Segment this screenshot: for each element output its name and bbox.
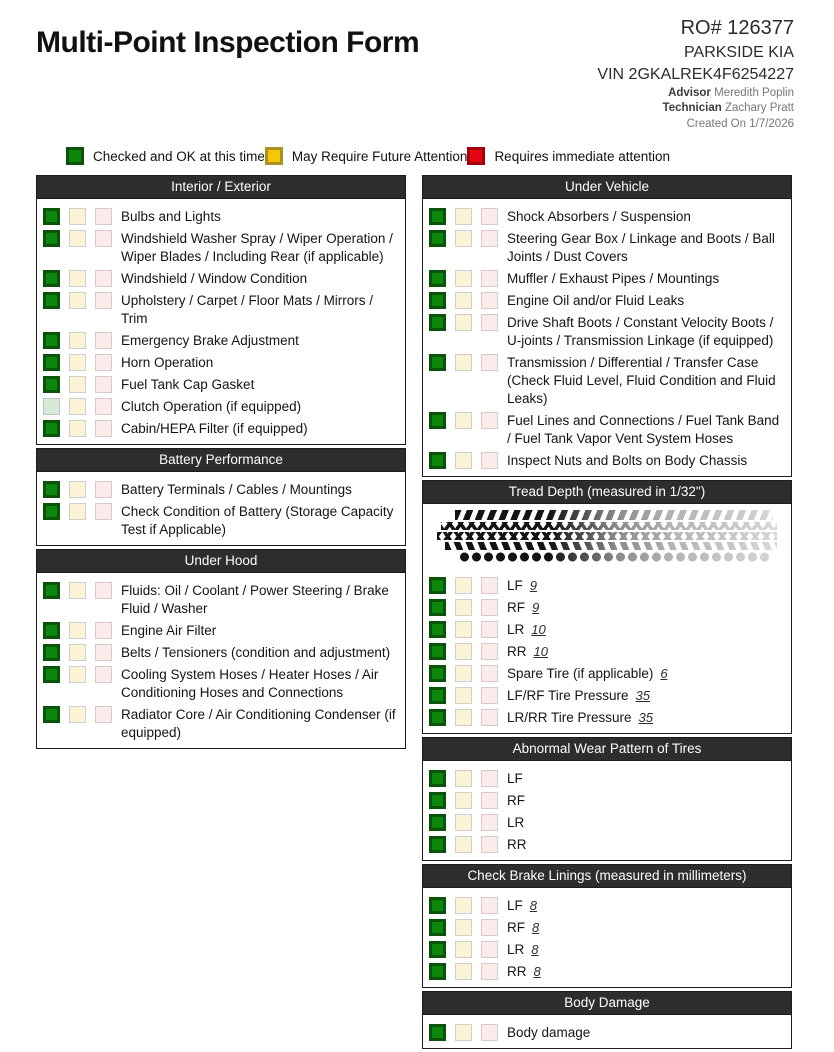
row-label: Engine Oil and/or Fluid Leaks xyxy=(507,292,685,308)
section-body-damage xyxy=(422,991,792,1049)
row-label: RF xyxy=(507,919,525,935)
ok-checkbox-checked[interactable] xyxy=(43,332,60,349)
immediate-attention-checkbox[interactable] xyxy=(95,332,112,349)
future-attention-checkbox[interactable] xyxy=(455,230,472,247)
checklist-row xyxy=(41,205,401,227)
checklist-row xyxy=(41,663,401,703)
row-label: Inspect Nuts and Bolts on Body Chassis xyxy=(507,452,748,468)
future-attention-checkbox[interactable] xyxy=(69,420,86,437)
section-rows xyxy=(423,1015,791,1048)
section-abnormal-wear-pattern-of-tires xyxy=(422,737,792,861)
checklist-row xyxy=(427,289,787,311)
ok-checkbox-checked[interactable] xyxy=(43,622,60,639)
tread-pattern-row xyxy=(455,510,773,520)
tread-pattern-row xyxy=(437,532,777,540)
future-attention-checkbox[interactable] xyxy=(455,897,472,914)
immediate-attention-checkbox[interactable] xyxy=(481,452,498,469)
ok-checkbox-checked[interactable] xyxy=(429,792,446,809)
checklist-row xyxy=(41,351,401,373)
measurement-value[interactable]: 8 xyxy=(529,897,537,913)
ok-checkbox-checked[interactable] xyxy=(429,770,446,787)
ok-checkbox-checked[interactable] xyxy=(43,481,60,498)
ok-checkbox-checked[interactable] xyxy=(429,621,446,638)
section-rows xyxy=(423,199,791,476)
immediate-attention-checkbox[interactable] xyxy=(95,666,112,683)
advisor-name: Meredith Poplin xyxy=(714,87,794,99)
ok-checkbox-checked[interactable] xyxy=(429,452,446,469)
section-rows xyxy=(37,573,405,748)
row-label: Radiator Core / Air Conditioning Condenser (if equipped) xyxy=(121,706,396,740)
form-header xyxy=(36,16,794,131)
section-under-hood xyxy=(36,549,406,749)
section-tread-depth-measured-in-1-32 xyxy=(422,480,792,734)
section-header: Abnormal Wear Pattern of Tires xyxy=(423,738,791,761)
checklist-row xyxy=(427,684,787,706)
future-attention-checkbox[interactable] xyxy=(69,270,86,287)
row-label: Check Condition of Battery (Storage Capacity Test if Applicable) xyxy=(121,503,394,537)
immediate-attention-checkbox[interactable] xyxy=(95,503,112,520)
checklist-row xyxy=(427,574,787,596)
checklist-row xyxy=(427,227,787,267)
checklist-row xyxy=(427,311,787,351)
row-label: Spare Tire (if applicable) xyxy=(507,665,654,681)
section-under-vehicle xyxy=(422,175,792,477)
checklist-row xyxy=(41,395,401,417)
legend-item-future-attention xyxy=(265,147,468,165)
checklist-row xyxy=(41,579,401,619)
immediate-attention-checkbox[interactable] xyxy=(481,292,498,309)
future-attention-checkbox[interactable] xyxy=(455,599,472,616)
section-header: Check Brake Linings (measured in millimeters) xyxy=(423,865,791,888)
ok-checkbox-checked[interactable] xyxy=(43,208,60,225)
row-label: Muffler / Exhaust Pipes / Mountings xyxy=(507,270,720,286)
checklist-row xyxy=(427,938,787,960)
checklist-row xyxy=(427,894,787,916)
immediate-attention-checkbox[interactable] xyxy=(481,270,498,287)
measurement-value[interactable]: 35 xyxy=(635,687,650,703)
ok-checkbox-checked[interactable] xyxy=(429,963,446,980)
future-attention-checkbox[interactable] xyxy=(69,376,86,393)
immediate-attention-checkbox[interactable] xyxy=(481,314,498,331)
row-label: Windshield Washer Spray / Wiper Operation / Wiper Blades / Including Rear (if applicable) xyxy=(121,230,393,264)
ok-checkbox-checked[interactable] xyxy=(43,503,60,520)
checklist-row xyxy=(41,329,401,351)
future-attention-checkbox[interactable] xyxy=(455,814,472,831)
legend-label: Requires immediate attention xyxy=(494,148,671,164)
measurement-value[interactable]: 6 xyxy=(660,665,668,681)
checklist-row xyxy=(427,618,787,640)
measurement-value[interactable]: 35 xyxy=(638,709,654,725)
immediate-attention-checkbox[interactable] xyxy=(481,621,498,638)
row-label: Clutch Operation (if equipped) xyxy=(121,398,302,414)
left-column xyxy=(36,175,406,752)
dealer-name: PARKSIDE KIA xyxy=(684,44,794,61)
ok-checkbox-checked[interactable] xyxy=(43,644,60,661)
checklist-row xyxy=(427,789,787,811)
immediate-attention-checkbox[interactable] xyxy=(481,792,498,809)
row-label: LF xyxy=(507,897,523,913)
immediate-attention-checkbox[interactable] xyxy=(95,398,112,415)
future-attention-checkbox[interactable] xyxy=(69,398,86,415)
advisor-label: Advisor xyxy=(668,87,711,99)
immediate-attention-checkbox[interactable] xyxy=(95,582,112,599)
created-on: Created On 1/7/2026 xyxy=(686,117,794,130)
measurement-value[interactable]: 8 xyxy=(533,963,541,979)
checklist-row xyxy=(41,500,401,540)
future-attention-checkbox[interactable] xyxy=(69,666,86,683)
immediate-attention-checkbox[interactable] xyxy=(95,230,112,247)
immediate-attention-checkbox[interactable] xyxy=(481,709,498,726)
immediate-attention-checkbox[interactable] xyxy=(481,1024,498,1041)
row-label: RR xyxy=(507,643,527,659)
future-attention-checkbox[interactable] xyxy=(69,208,86,225)
section-header: Body Damage xyxy=(423,992,791,1015)
immediate-attention-checkbox[interactable] xyxy=(481,836,498,853)
row-label: LF/RF Tire Pressure xyxy=(507,687,629,703)
row-label: Cabin/HEPA Filter (if equipped) xyxy=(121,420,308,436)
ok-checkbox-checked[interactable] xyxy=(429,814,446,831)
measurement-value[interactable]: 8 xyxy=(532,919,540,935)
immediate-attention-checkbox[interactable] xyxy=(481,665,498,682)
immediate-attention-checkbox[interactable] xyxy=(481,599,498,616)
checklist-row xyxy=(427,833,787,855)
future-attention-checkbox[interactable] xyxy=(69,622,86,639)
checklist-row xyxy=(41,227,401,267)
ok-checkbox-checked[interactable] xyxy=(429,270,446,287)
status-legend xyxy=(66,147,794,165)
future-attention-checkbox[interactable] xyxy=(69,292,86,309)
section-header: Under Vehicle xyxy=(423,176,791,199)
ok-checkbox-checked[interactable] xyxy=(43,376,60,393)
checklist-row xyxy=(427,205,787,227)
tread-pattern-row xyxy=(441,522,777,530)
checklist-row xyxy=(41,289,401,329)
future-attention-checkbox[interactable] xyxy=(69,332,86,349)
vin-line xyxy=(597,65,794,85)
checklist-row xyxy=(427,706,787,728)
row-label: Bulbs and Lights xyxy=(121,208,221,224)
warning-status-swatch xyxy=(265,147,283,165)
checklist-row xyxy=(427,662,787,684)
legend-label: Checked and OK at this time xyxy=(93,148,265,164)
future-attention-checkbox[interactable] xyxy=(455,709,472,726)
immediate-attention-checkbox[interactable] xyxy=(481,814,498,831)
future-attention-checkbox[interactable] xyxy=(455,354,472,371)
ok-status-swatch xyxy=(66,147,84,165)
legend-item-ok xyxy=(66,147,265,165)
immediate-attention-checkbox[interactable] xyxy=(95,481,112,498)
row-label: Fuel Lines and Connections / Fuel Tank Band / Fuel Tank Vapor Vent System Hoses xyxy=(507,412,780,446)
measurement-value[interactable]: 8 xyxy=(531,941,539,957)
future-attention-checkbox[interactable] xyxy=(455,963,472,980)
future-attention-checkbox[interactable] xyxy=(69,481,86,498)
checklist-row xyxy=(427,267,787,289)
immediate-attention-checkbox[interactable] xyxy=(95,622,112,639)
immediate-attention-checkbox[interactable] xyxy=(95,292,112,309)
advisor-line xyxy=(597,86,794,100)
ok-checkbox-checked[interactable] xyxy=(43,230,60,247)
ok-checkbox-checked[interactable] xyxy=(43,666,60,683)
immediate-attention-checkbox[interactable] xyxy=(481,963,498,980)
checklist-row xyxy=(41,478,401,500)
immediate-attention-checkbox[interactable] xyxy=(481,354,498,371)
row-label: Drive Shaft Boots / Constant Velocity Boots / U-joints / Transmission Linkage (if equipped) xyxy=(507,314,774,348)
checklist-row xyxy=(427,767,787,789)
ok-checkbox-checked[interactable] xyxy=(429,897,446,914)
row-label: Transmission / Differential / Transfer Case (Check Fluid Level, Fluid Condition and Fluid Leaks) xyxy=(507,354,776,406)
future-attention-checkbox[interactable] xyxy=(455,687,472,704)
future-attention-checkbox[interactable] xyxy=(455,919,472,936)
future-attention-checkbox[interactable] xyxy=(455,314,472,331)
row-label: RR xyxy=(507,836,527,852)
future-attention-checkbox[interactable] xyxy=(69,230,86,247)
row-label: Upholstery / Carpet / Floor Mats / Mirrors / Trim xyxy=(121,292,374,326)
header-info-block xyxy=(597,16,794,131)
future-attention-checkbox[interactable] xyxy=(455,941,472,958)
immediate-attention-checkbox[interactable] xyxy=(481,687,498,704)
legend-item-immediate-attention xyxy=(467,147,670,165)
checklist-row xyxy=(41,703,401,743)
legend-label: May Require Future Attention xyxy=(291,148,468,164)
vin-label: VIN xyxy=(597,66,625,83)
future-attention-checkbox[interactable] xyxy=(455,770,472,787)
future-attention-checkbox[interactable] xyxy=(455,792,472,809)
row-label: LF xyxy=(507,577,523,593)
future-attention-checkbox[interactable] xyxy=(455,1024,472,1041)
ok-checkbox-checked[interactable] xyxy=(429,836,446,853)
row-label: RR xyxy=(507,963,527,979)
immediate-attention-checkbox[interactable] xyxy=(481,208,498,225)
row-label: Engine Air Filter xyxy=(121,622,217,638)
section-rows xyxy=(423,568,791,733)
ok-checkbox-checked[interactable] xyxy=(429,687,446,704)
ok-checkbox-checked[interactable] xyxy=(429,577,446,594)
row-label: LR xyxy=(507,941,525,957)
row-label: Shock Absorbers / Suspension xyxy=(507,208,691,224)
immediate-attention-checkbox[interactable] xyxy=(481,412,498,429)
section-header: Battery Performance xyxy=(37,449,405,472)
ok-checkbox-checked[interactable] xyxy=(429,665,446,682)
row-label: RF xyxy=(507,599,525,615)
row-label: Fluids: Oil / Coolant / Power Steering / Brake Fluid / Washer xyxy=(121,582,389,616)
checklist-row xyxy=(427,916,787,938)
row-label: Steering Gear Box / Linkage and Boots / Ball Joints / Dust Covers xyxy=(507,230,775,264)
measurement-value[interactable]: 10 xyxy=(533,643,548,659)
ok-checkbox-checked[interactable] xyxy=(43,292,60,309)
row-label: LF xyxy=(507,770,523,786)
checklist-row xyxy=(41,267,401,289)
ok-checkbox-checked[interactable] xyxy=(429,314,446,331)
section-header: Tread Depth (measured in 1/32") xyxy=(423,481,791,504)
row-label: LR xyxy=(507,814,525,830)
future-attention-checkbox[interactable] xyxy=(455,452,472,469)
row-label: Battery Terminals / Cables / Mountings xyxy=(121,481,352,497)
checklist-row xyxy=(427,811,787,833)
section-header: Interior / Exterior xyxy=(37,176,405,199)
row-label: Belts / Tensioners (condition and adjustment) xyxy=(121,644,391,660)
technician-label: Technician xyxy=(662,102,722,115)
immediate-attention-checkbox[interactable] xyxy=(481,941,498,958)
ok-checkbox-checked[interactable] xyxy=(43,420,60,437)
tread-pattern-row xyxy=(445,542,777,550)
section-rows xyxy=(37,472,405,545)
future-attention-checkbox[interactable] xyxy=(69,644,86,661)
row-label: Cooling System Hoses / Heater Hoses / Air Conditioning Hoses and Connections xyxy=(121,666,379,700)
immediate-attention-checkbox[interactable] xyxy=(481,770,498,787)
section-rows xyxy=(423,761,791,860)
checklist-row xyxy=(41,417,401,439)
immediate-attention-checkbox[interactable] xyxy=(481,230,498,247)
section-rows xyxy=(37,199,405,444)
technician-line xyxy=(597,101,794,115)
future-attention-checkbox[interactable] xyxy=(455,665,472,682)
future-attention-checkbox[interactable] xyxy=(455,270,472,287)
row-label: Emergency Brake Adjustment xyxy=(121,332,299,348)
ok-checkbox-checked[interactable] xyxy=(43,582,60,599)
immediate-attention-checkbox[interactable] xyxy=(481,919,498,936)
future-attention-checkbox[interactable] xyxy=(455,208,472,225)
row-label: LR xyxy=(507,621,525,637)
measurement-value[interactable]: 9 xyxy=(529,577,537,593)
future-attention-checkbox[interactable] xyxy=(69,354,86,371)
ok-checkbox-checked[interactable] xyxy=(43,270,60,287)
checklist-row xyxy=(427,596,787,618)
tread-pattern-row xyxy=(459,552,771,562)
checklist-row xyxy=(41,641,401,663)
immediate-attention-checkbox[interactable] xyxy=(95,420,112,437)
ok-checkbox-checked[interactable] xyxy=(429,354,446,371)
ok-checkbox-checked[interactable] xyxy=(429,599,446,616)
future-attention-checkbox[interactable] xyxy=(455,621,472,638)
immediate-attention-checkbox[interactable] xyxy=(481,897,498,914)
section-header: Under Hood xyxy=(37,550,405,573)
checklist-row xyxy=(427,1021,787,1043)
immediate-attention-checkbox[interactable] xyxy=(95,354,112,371)
page-title: Multi-Point Inspection Form xyxy=(36,26,420,59)
future-attention-checkbox[interactable] xyxy=(69,582,86,599)
ok-checkbox-checked[interactable] xyxy=(429,709,446,726)
form-columns xyxy=(36,175,794,1052)
ok-checkbox-checked[interactable] xyxy=(429,208,446,225)
ok-checkbox-checked[interactable] xyxy=(429,643,446,660)
ok-checkbox-checked[interactable] xyxy=(429,292,446,309)
ok-checkbox-checked[interactable] xyxy=(43,706,60,723)
section-battery-performance xyxy=(36,448,406,546)
ok-checkbox[interactable] xyxy=(43,398,60,415)
future-attention-checkbox[interactable] xyxy=(455,643,472,660)
measurement-value[interactable]: 10 xyxy=(531,621,546,637)
ok-checkbox-checked[interactable] xyxy=(429,941,446,958)
future-attention-checkbox[interactable] xyxy=(69,706,86,723)
immediate-attention-checkbox[interactable] xyxy=(95,270,112,287)
tire-tread-graphic xyxy=(435,510,783,566)
section-check-brake-linings-measured-in-millimeters xyxy=(422,864,792,988)
future-attention-checkbox[interactable] xyxy=(455,577,472,594)
immediate-attention-checkbox[interactable] xyxy=(95,706,112,723)
future-attention-checkbox[interactable] xyxy=(69,503,86,520)
immediate-attention-checkbox[interactable] xyxy=(95,208,112,225)
ok-checkbox-checked[interactable] xyxy=(43,354,60,371)
ok-checkbox-checked[interactable] xyxy=(429,230,446,247)
immediate-attention-checkbox[interactable] xyxy=(481,577,498,594)
row-label: LR/RR Tire Pressure xyxy=(507,709,632,725)
row-label: RF xyxy=(507,792,525,808)
section-rows xyxy=(423,888,791,987)
ok-checkbox-checked[interactable] xyxy=(429,919,446,936)
ok-checkbox-checked[interactable] xyxy=(429,1024,446,1041)
section-interior-exterior xyxy=(36,175,406,445)
measurement-value[interactable]: 9 xyxy=(532,599,540,615)
future-attention-checkbox[interactable] xyxy=(455,836,472,853)
ok-checkbox-checked[interactable] xyxy=(429,412,446,429)
checklist-row xyxy=(427,960,787,982)
right-column xyxy=(422,175,792,1052)
row-label: Horn Operation xyxy=(121,354,214,370)
future-attention-checkbox[interactable] xyxy=(455,412,472,429)
immediate-attention-checkbox[interactable] xyxy=(481,643,498,660)
checklist-row xyxy=(427,640,787,662)
immediate-attention-checkbox[interactable] xyxy=(95,376,112,393)
technician-name: Zachary Pratt xyxy=(724,102,794,115)
checklist-row xyxy=(41,373,401,395)
vin-value: 2GKALREK4F6254227 xyxy=(628,66,794,83)
checklist-row xyxy=(41,619,401,641)
immediate-attention-checkbox[interactable] xyxy=(95,644,112,661)
checklist-row xyxy=(427,449,787,471)
row-label: Fuel Tank Cap Gasket xyxy=(121,376,255,392)
checklist-row xyxy=(427,409,787,449)
checklist-row xyxy=(427,351,787,409)
ro-number: RO# 126377 xyxy=(680,17,794,39)
future-attention-checkbox[interactable] xyxy=(455,292,472,309)
critical-status-swatch xyxy=(467,147,485,165)
row-label: Windshield / Window Condition xyxy=(121,270,308,286)
row-label: Body damage xyxy=(507,1024,591,1040)
